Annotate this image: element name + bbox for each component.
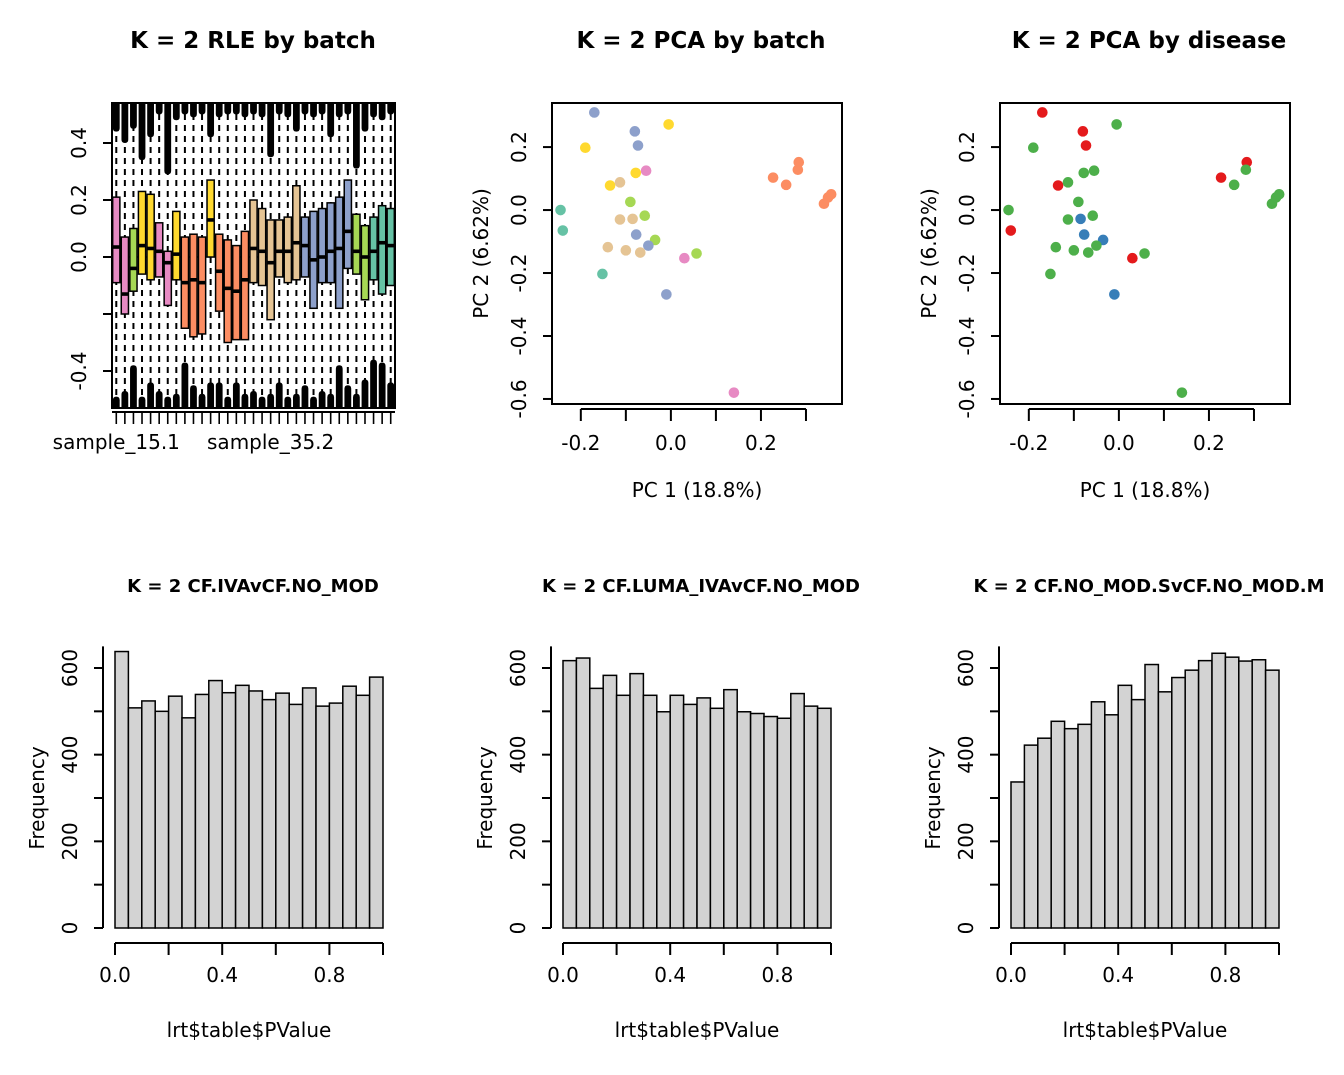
axis-title-y bbox=[469, 188, 493, 319]
chart-title: K = 2 CF.NO_MOD.SvCF.NO_MOD.M bbox=[973, 576, 1325, 597]
svg-text:PC 1 (18.8%): PC 1 (18.8%) bbox=[631, 478, 763, 502]
svg-text:0.2: 0.2 bbox=[955, 131, 979, 163]
chart-title: K = 2 PCA by batch bbox=[576, 28, 826, 54]
hist-bars bbox=[1011, 653, 1279, 928]
svg-text:400: 400 bbox=[58, 735, 82, 774]
hist-cf-iva-plot bbox=[0, 545, 448, 1075]
hist-cf-no-mod-plot bbox=[896, 545, 1344, 1075]
svg-text:sample_15.1: sample_15.1 bbox=[52, 430, 180, 454]
axis-title-y bbox=[473, 746, 497, 849]
svg-text:-0.6: -0.6 bbox=[955, 379, 979, 419]
scatter-points bbox=[1003, 107, 1284, 398]
svg-text:0.0: 0.0 bbox=[547, 963, 579, 987]
svg-text:-0.4: -0.4 bbox=[67, 351, 91, 391]
hist-bars bbox=[563, 658, 831, 928]
hist-bars bbox=[115, 652, 383, 928]
svg-text:-0.2: -0.2 bbox=[561, 431, 601, 455]
axis-title-x bbox=[167, 1018, 332, 1042]
svg-text:Frequency: Frequency bbox=[25, 746, 49, 850]
svg-text:0.4: 0.4 bbox=[1102, 963, 1135, 987]
chart-title: K = 2 CF.LUMA_IVAvCF.NO_MOD bbox=[542, 576, 860, 597]
x-axis bbox=[995, 943, 1279, 987]
svg-text:-0.2: -0.2 bbox=[1009, 431, 1049, 455]
x-axis bbox=[53, 412, 395, 454]
svg-text:lrt$table$PValue: lrt$table$PValue bbox=[614, 1018, 780, 1042]
svg-text:-0.2: -0.2 bbox=[507, 253, 531, 293]
svg-text:600: 600 bbox=[58, 648, 82, 688]
scatter-points bbox=[555, 107, 836, 398]
y-axis bbox=[954, 646, 999, 934]
x-axis bbox=[1009, 409, 1254, 455]
chart-title: K = 2 RLE by batch bbox=[130, 28, 376, 54]
pca-batch-plot bbox=[448, 0, 896, 545]
x-axis bbox=[547, 943, 831, 987]
y-axis bbox=[67, 127, 112, 390]
svg-text:0.2: 0.2 bbox=[67, 184, 91, 216]
svg-text:0: 0 bbox=[58, 921, 82, 935]
svg-text:0.0: 0.0 bbox=[67, 241, 91, 273]
pca-disease-plot bbox=[896, 0, 1344, 545]
svg-text:0.2: 0.2 bbox=[1193, 431, 1225, 455]
svg-text:0.0: 0.0 bbox=[955, 194, 979, 226]
axis-title-x bbox=[1080, 478, 1211, 502]
panel-hist-cf-iva bbox=[0, 545, 448, 1075]
boxplot-boxes bbox=[113, 180, 395, 342]
svg-text:0: 0 bbox=[506, 921, 530, 935]
panel-pca-by-batch bbox=[448, 0, 896, 545]
svg-text:0.0: 0.0 bbox=[654, 431, 687, 455]
svg-text:0: 0 bbox=[954, 921, 978, 935]
svg-text:Frequency: Frequency bbox=[921, 746, 945, 850]
panel-rle-by-batch bbox=[0, 0, 448, 545]
svg-text:0.0: 0.0 bbox=[995, 963, 1027, 987]
svg-text:PC 1 (18.8%): PC 1 (18.8%) bbox=[1079, 478, 1211, 502]
svg-text:600: 600 bbox=[954, 648, 978, 688]
svg-text:400: 400 bbox=[954, 735, 978, 774]
svg-text:0.8: 0.8 bbox=[1209, 963, 1242, 987]
y-axis bbox=[506, 646, 551, 934]
svg-text:Frequency: Frequency bbox=[473, 746, 497, 850]
chart-title: K = 2 PCA by disease bbox=[1011, 28, 1287, 54]
svg-text:0.8: 0.8 bbox=[313, 963, 346, 987]
axis-title-y bbox=[25, 746, 49, 849]
svg-text:200: 200 bbox=[954, 822, 978, 861]
axis-title-y bbox=[917, 188, 941, 319]
svg-text:400: 400 bbox=[506, 735, 530, 774]
x-axis bbox=[561, 409, 806, 455]
svg-text:-0.2: -0.2 bbox=[955, 253, 979, 293]
rle-plot bbox=[0, 0, 448, 545]
axis-title-y bbox=[921, 746, 945, 849]
panel-hist-cf-luma-iva bbox=[448, 545, 896, 1075]
panel-pca-by-disease bbox=[896, 0, 1344, 545]
svg-text:0.0: 0.0 bbox=[507, 194, 531, 226]
svg-text:200: 200 bbox=[58, 822, 82, 861]
chart-title: K = 2 CF.IVAvCF.NO_MOD bbox=[127, 576, 379, 597]
y-axis bbox=[955, 131, 1000, 418]
axis-title-x bbox=[632, 478, 763, 502]
y-axis bbox=[507, 131, 552, 418]
svg-text:0.0: 0.0 bbox=[1102, 431, 1135, 455]
svg-text:600: 600 bbox=[506, 648, 530, 688]
svg-text:-0.4: -0.4 bbox=[507, 316, 531, 356]
svg-text:0.8: 0.8 bbox=[761, 963, 794, 987]
axis-title-x bbox=[615, 1018, 780, 1042]
svg-text:-0.6: -0.6 bbox=[507, 379, 531, 419]
axis-title-x bbox=[1063, 1018, 1228, 1042]
svg-text:PC 2 (6.62%): PC 2 (6.62%) bbox=[917, 188, 941, 319]
svg-text:200: 200 bbox=[506, 822, 530, 861]
svg-text:0.2: 0.2 bbox=[507, 131, 531, 163]
svg-text:lrt$table$PValue: lrt$table$PValue bbox=[166, 1018, 332, 1042]
hist-cf-luma-iva-plot bbox=[448, 545, 896, 1075]
svg-text:sample_35.2: sample_35.2 bbox=[207, 430, 335, 454]
svg-text:0.4: 0.4 bbox=[67, 127, 91, 159]
y-axis bbox=[58, 646, 103, 934]
panel-hist-cf-no-mod bbox=[896, 545, 1344, 1075]
svg-text:0.4: 0.4 bbox=[206, 963, 239, 987]
svg-text:0.2: 0.2 bbox=[745, 431, 777, 455]
x-axis bbox=[99, 943, 383, 987]
svg-text:-0.4: -0.4 bbox=[955, 316, 979, 356]
svg-text:0.4: 0.4 bbox=[654, 963, 687, 987]
svg-text:0.0: 0.0 bbox=[99, 963, 131, 987]
svg-text:PC 2 (6.62%): PC 2 (6.62%) bbox=[469, 188, 493, 319]
svg-text:lrt$table$PValue: lrt$table$PValue bbox=[1062, 1018, 1228, 1042]
